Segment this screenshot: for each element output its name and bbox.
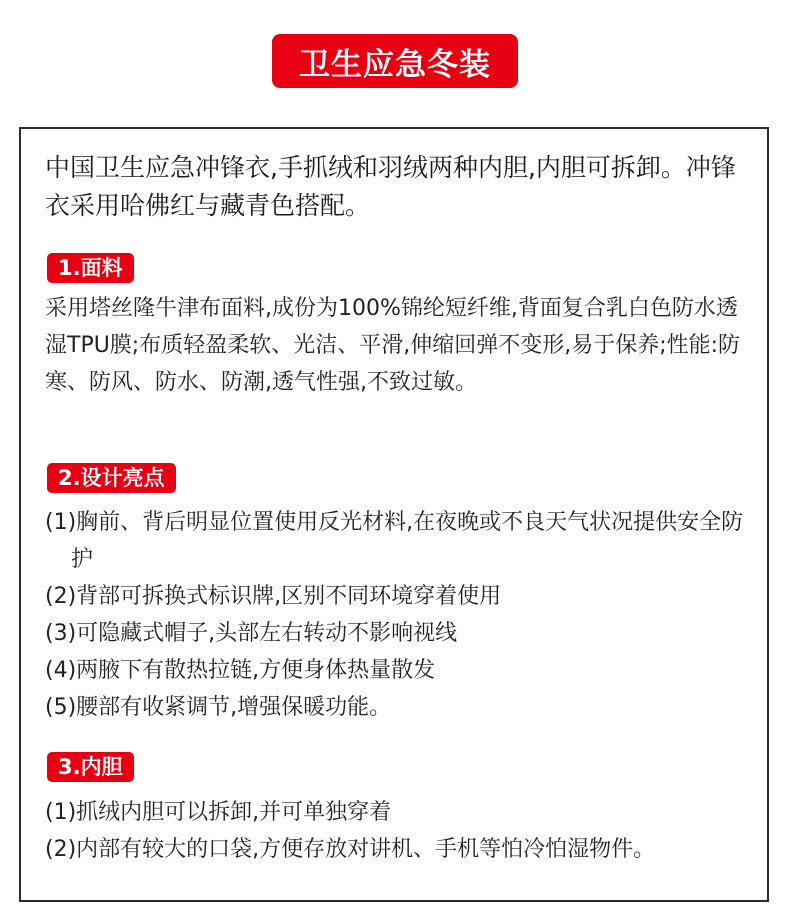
- list-item: (1)胸前、背后明显位置使用反光材料,在夜晚或不良天气状况提供安全防护: [45, 510, 744, 572]
- fabric-description: 采用塔丝隆牛津布面料,成份为100%锦纶短纤维,背面复合乳白色防水透湿TPU膜;布质轻盈柔软、光洁、平滑,伸缩回弹不变形,易于保养;性能:防寒、防风、防水、防潮,透气性强,不致过敏。: [45, 296, 741, 395]
- list-item: (3)可隐藏式帽子,头部左右转动不影响视线: [45, 621, 458, 646]
- list-item: (2)背部可拆换式标识牌,区别不同环境穿着使用: [45, 584, 502, 609]
- section-badge-fabric: 1.面料: [47, 253, 134, 283]
- list-item: (5)腰部有收紧调节,增强保暖功能。: [45, 695, 392, 720]
- section-badge-design: 2.设计亮点: [47, 463, 176, 493]
- content-panel: [19, 127, 769, 902]
- intro-text: 中国卫生应急冲锋衣,手抓绒和羽绒两种内胆,内胆可拆卸。冲锋衣采用哈佛红与藏青色搭配。: [45, 153, 736, 220]
- list-item: (4)两腋下有散热拉链,方便身体热量散发: [45, 658, 436, 683]
- design-highlights-list: [45, 504, 761, 726]
- section-badge-lining: 3.内胆: [47, 752, 134, 782]
- list-item: (1)抓绒内胆可以拆卸,并可单独穿着: [45, 800, 392, 825]
- lining-list: [45, 794, 761, 868]
- page-title: 卫生应急冬装: [272, 34, 518, 88]
- list-item: (2)内部有较大的口袋,方便存放对讲机、手机等怕冷怕湿物件。: [45, 837, 656, 862]
